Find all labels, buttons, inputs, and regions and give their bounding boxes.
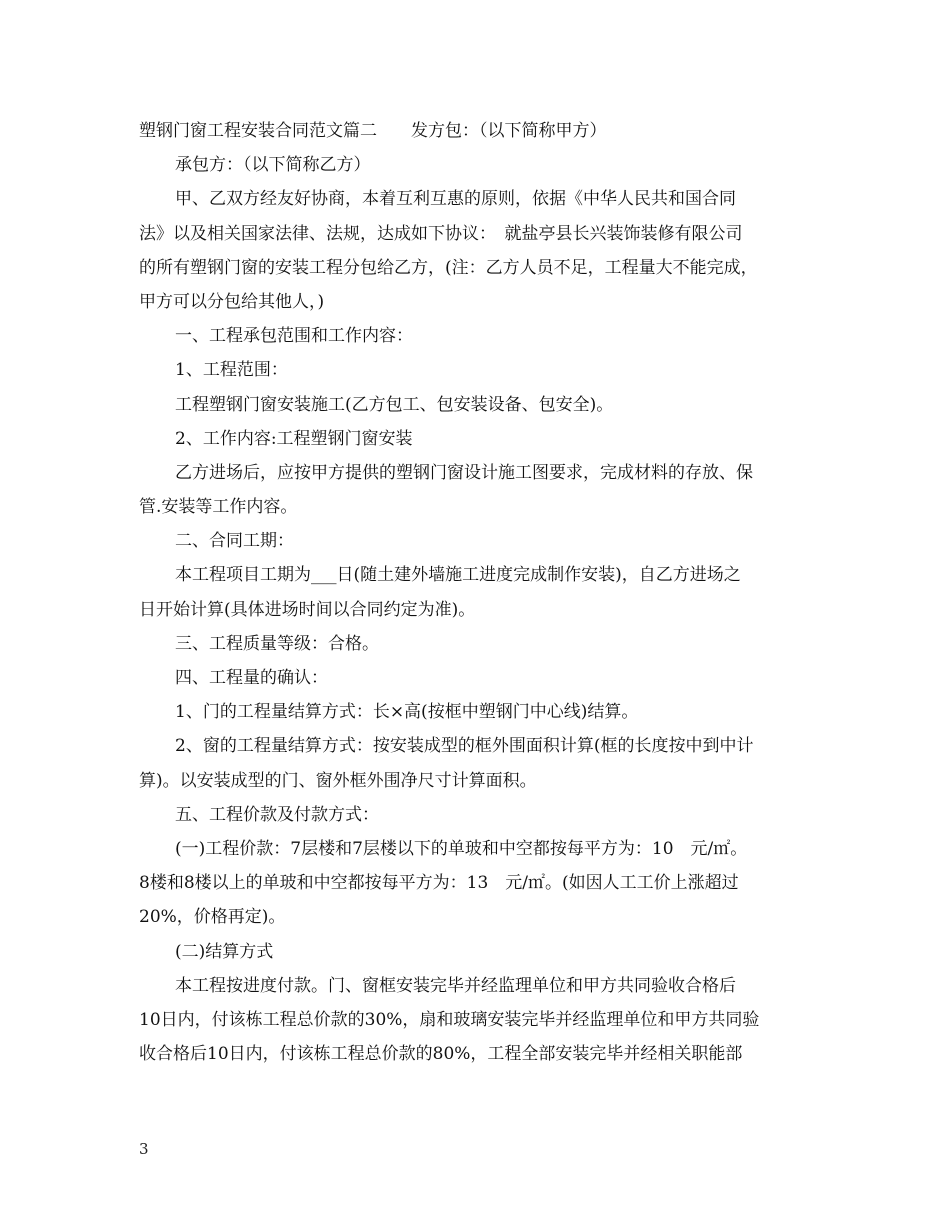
text-line: 日开始计算(具体进场时间以合同约定为准)。: [139, 599, 476, 620]
text-line: 1、门的工程量结算方式：长×高(按框中塑钢门中心线)结算。: [175, 702, 639, 723]
text-line: 2、工作内容:工程塑钢门窗安装: [175, 428, 413, 449]
text-line: 四、工程量的确认：: [175, 668, 328, 688]
text-line: 本工程项目工期为___日(随土建外墙施工进度完成制作安装)，自乙方进场之: [175, 565, 741, 586]
text-line: 塑钢门窗工程安装合同范文篇二 发方包：（以下简称甲方）: [139, 121, 607, 141]
text-line: 一、工程承包范围和工作内容：: [175, 326, 413, 347]
text-line: 本工程按进度付款。门、窗框安装完毕并经监理单位和甲方共同验收合格后: [175, 975, 736, 996]
text-line: 20%，价格再定)。: [139, 907, 286, 928]
text-line: 8楼和8楼以上的单玻和中空都按每平方为：13 元/㎡。(如因人工工价上涨超过: [139, 873, 739, 894]
text-line: 五、工程价款及付款方式：: [175, 804, 379, 825]
text-line: 工程塑钢门窗安装施工(乙方包工、包安装设备、包安全)。: [175, 394, 614, 415]
text-line: 的所有塑钢门窗的安装工程分包给乙方，(注：乙方人员不足，工程量大不能完成，: [139, 257, 758, 278]
text-line: 乙方进场后，应按甲方提供的塑钢门窗设计施工图要求，完成材料的存放、保: [175, 462, 753, 483]
page-number: 3: [139, 1140, 149, 1158]
text-line: 10日内，付该栋工程总价款的30%，扇和玻璃安装完毕并经监理单位和甲方共同验: [139, 1009, 760, 1030]
text-line: 2、窗的工程量结算方式：按安装成型的框外围面积计算(框的长度按中到中计: [175, 736, 754, 757]
text-line: 承包方：（以下简称乙方）: [175, 155, 371, 176]
text-line: 二、合同工期：: [175, 531, 294, 552]
text-line: 甲方可以分包给其他人，): [139, 291, 325, 312]
text-line: 法》以及相关国家法律、法规，达成如下协议： 就盐亭县长兴装饰装修有限公司: [139, 223, 743, 244]
text-line: 管.安装等工作内容。: [139, 497, 298, 518]
document-body: [139, 114, 819, 1071]
text-line: 1、工程范围：: [175, 360, 288, 381]
text-line: 甲、乙双方经友好协商，本着互利互惠的原则，依据《中华人民共和国合同: [175, 189, 736, 210]
text-line: (二)结算方式: [175, 941, 274, 962]
text-line: 三、工程质量等级：合格。: [175, 633, 379, 654]
text-line: 算)。以安装成型的门、窗外框外围净尺寸计算面积。: [139, 770, 537, 791]
text-line: (一)工程价款：7层楼和7层楼以下的单玻和中空都按每平方为：10 元/㎡。: [175, 838, 748, 859]
text-line: 收合格后10日内，付该栋工程总价款的80%，工程全部安装完毕并经相关职能部: [139, 1044, 743, 1065]
